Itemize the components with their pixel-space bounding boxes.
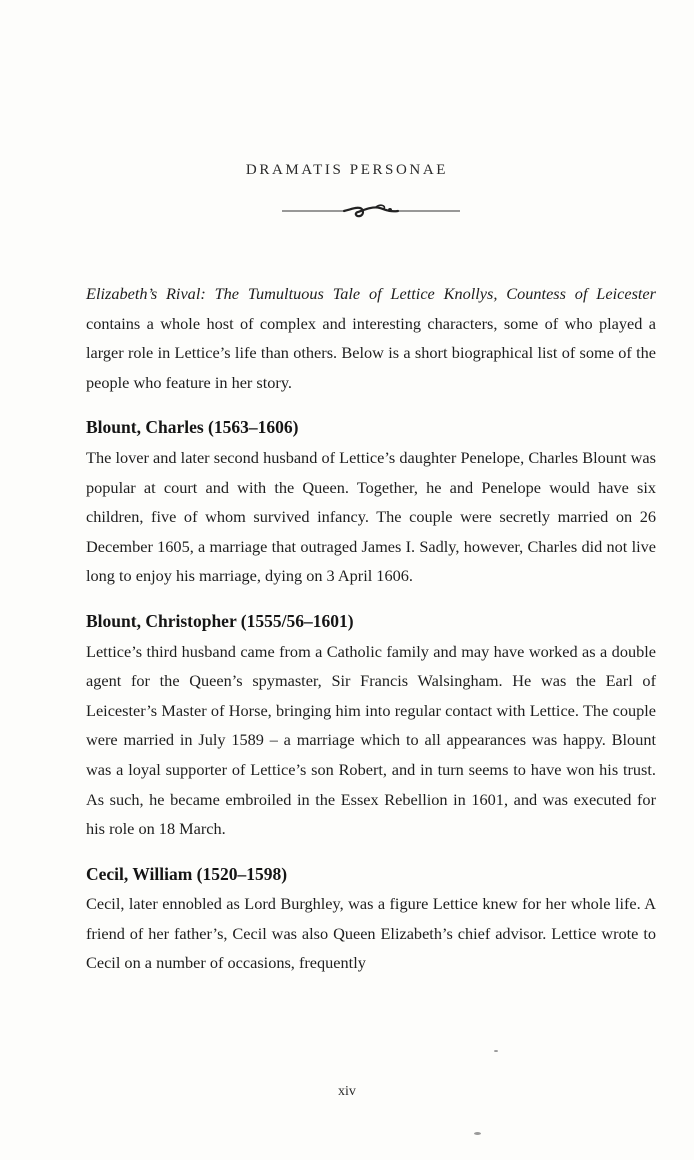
entry-body: The lover and later second husband of Lettice’s daughter Penelope, Charles Blount was popular at court and with the Queen. Together, he and Penelope would have six children, five of whom survived infancy. The couple were secretly married on 26 December 1605, a marriage that outraged James I. Sadly, however, Charles did not live long to enjoy his marriage, dying on 3 April 1606. (86, 447, 656, 586)
print-speck (494, 1050, 498, 1052)
entry-blount-christopher (86, 607, 656, 844)
entry-body: Cecil, later ennobled as Lord Burghley, was a figure Lettice knew for her whole life. A friend of her father’s, Cecil was also Queen Elizabeth’s chief advisor. Lettice wrote to Cecil on a number of occasions, frequently (86, 894, 656, 973)
intro-paragraph (86, 279, 656, 397)
print-speck (474, 1132, 481, 1135)
entry-body: Lettice’s third husband came from a Catholic family and may have worked as a double agent for the Queen’s spymaster, Sir Francis Walsingham. He was the Earl of Leicester’s Master of Horse, bringing him into regular contact with Lettice. The couple were married in July 1589 – a marriage which to all appearances was happy. Blount was a loyal supporter of Lettice’s son Robert, and in turn seems to have won his trust. As such, he became embroiled in the Essex Rebellion in 1601, and was executed for his role on 18 March. (86, 641, 656, 839)
scroll-flourish-divider-icon (280, 198, 462, 226)
entry-heading: Cecil, William (1520–1598) (86, 863, 288, 884)
main-text (86, 279, 656, 978)
entry-heading: Blount, Christopher (1555/56–1601) (86, 610, 354, 631)
page-title: DRAMATIS PERSONAE (245, 162, 449, 178)
entry-heading: Blount, Charles (1563–1606) (86, 417, 299, 438)
entry-cecil-william (86, 860, 656, 978)
page-number: xiv (338, 1084, 356, 1099)
intro-text: contains a whole host of complex and interesting characters, some of who played a larger role in Lettice’s life than others. Below is a short biographical list of some of the people who feature in her story. (86, 313, 656, 392)
book-title: Elizabeth’s Rival: The Tumultuous Tale of Lettice Knollys, Countess of Leicester (86, 284, 656, 303)
entry-blount-charles (86, 413, 656, 591)
